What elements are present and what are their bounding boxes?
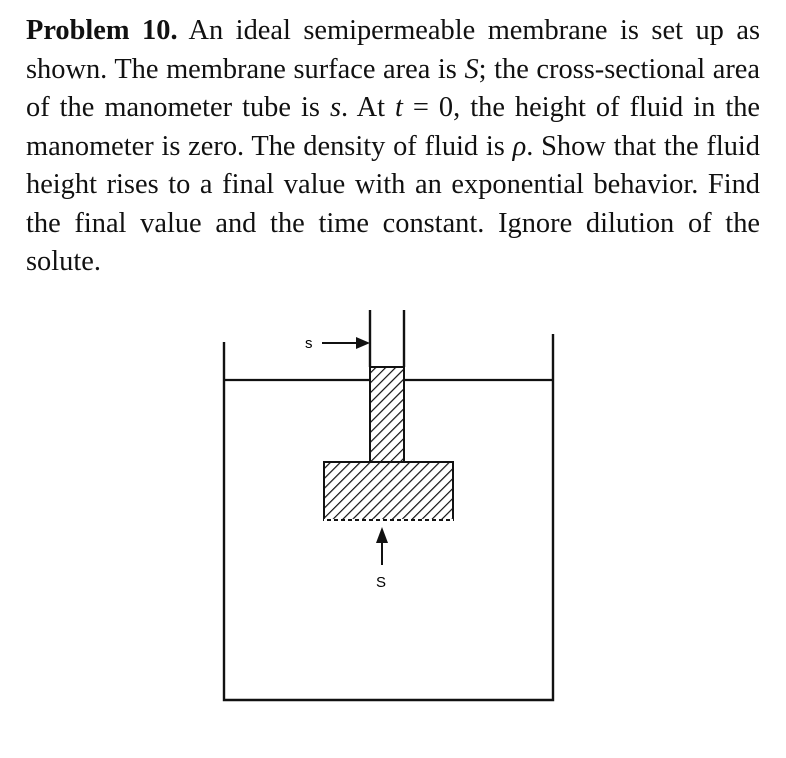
var-density: ρ <box>512 130 527 162</box>
membrane-area-arrowhead <box>376 527 388 543</box>
var-time: t <box>394 92 403 123</box>
problem-label: Problem 10. <box>26 15 178 46</box>
problem-text-part-3: . At <box>341 92 395 123</box>
tube-area-label: s <box>305 335 313 352</box>
problem-text-part-5: . Show that the fluid height rises to a final value with an exponential behavior. Find the final value and the time constant. Ignore dilution of the solute. <box>26 130 760 277</box>
var-membrane-area: S <box>464 53 479 85</box>
problem-text-part-1: An ideal semipermeable membrane is set up as shown. The membrane surface area is <box>26 15 761 85</box>
membrane-area-label: S <box>376 574 387 591</box>
problem-text-part-2: ; the cross-sectional area of the manometer tube is <box>26 53 760 123</box>
var-tube-area: s <box>329 92 342 123</box>
membrane-chamber <box>324 462 453 520</box>
problem-text-part-4: = 0, the height of fluid in the manometer is zero. The density of fluid is <box>26 92 761 162</box>
manometer-tube-fluid <box>370 367 404 463</box>
tube-area-arrowhead <box>356 337 370 349</box>
